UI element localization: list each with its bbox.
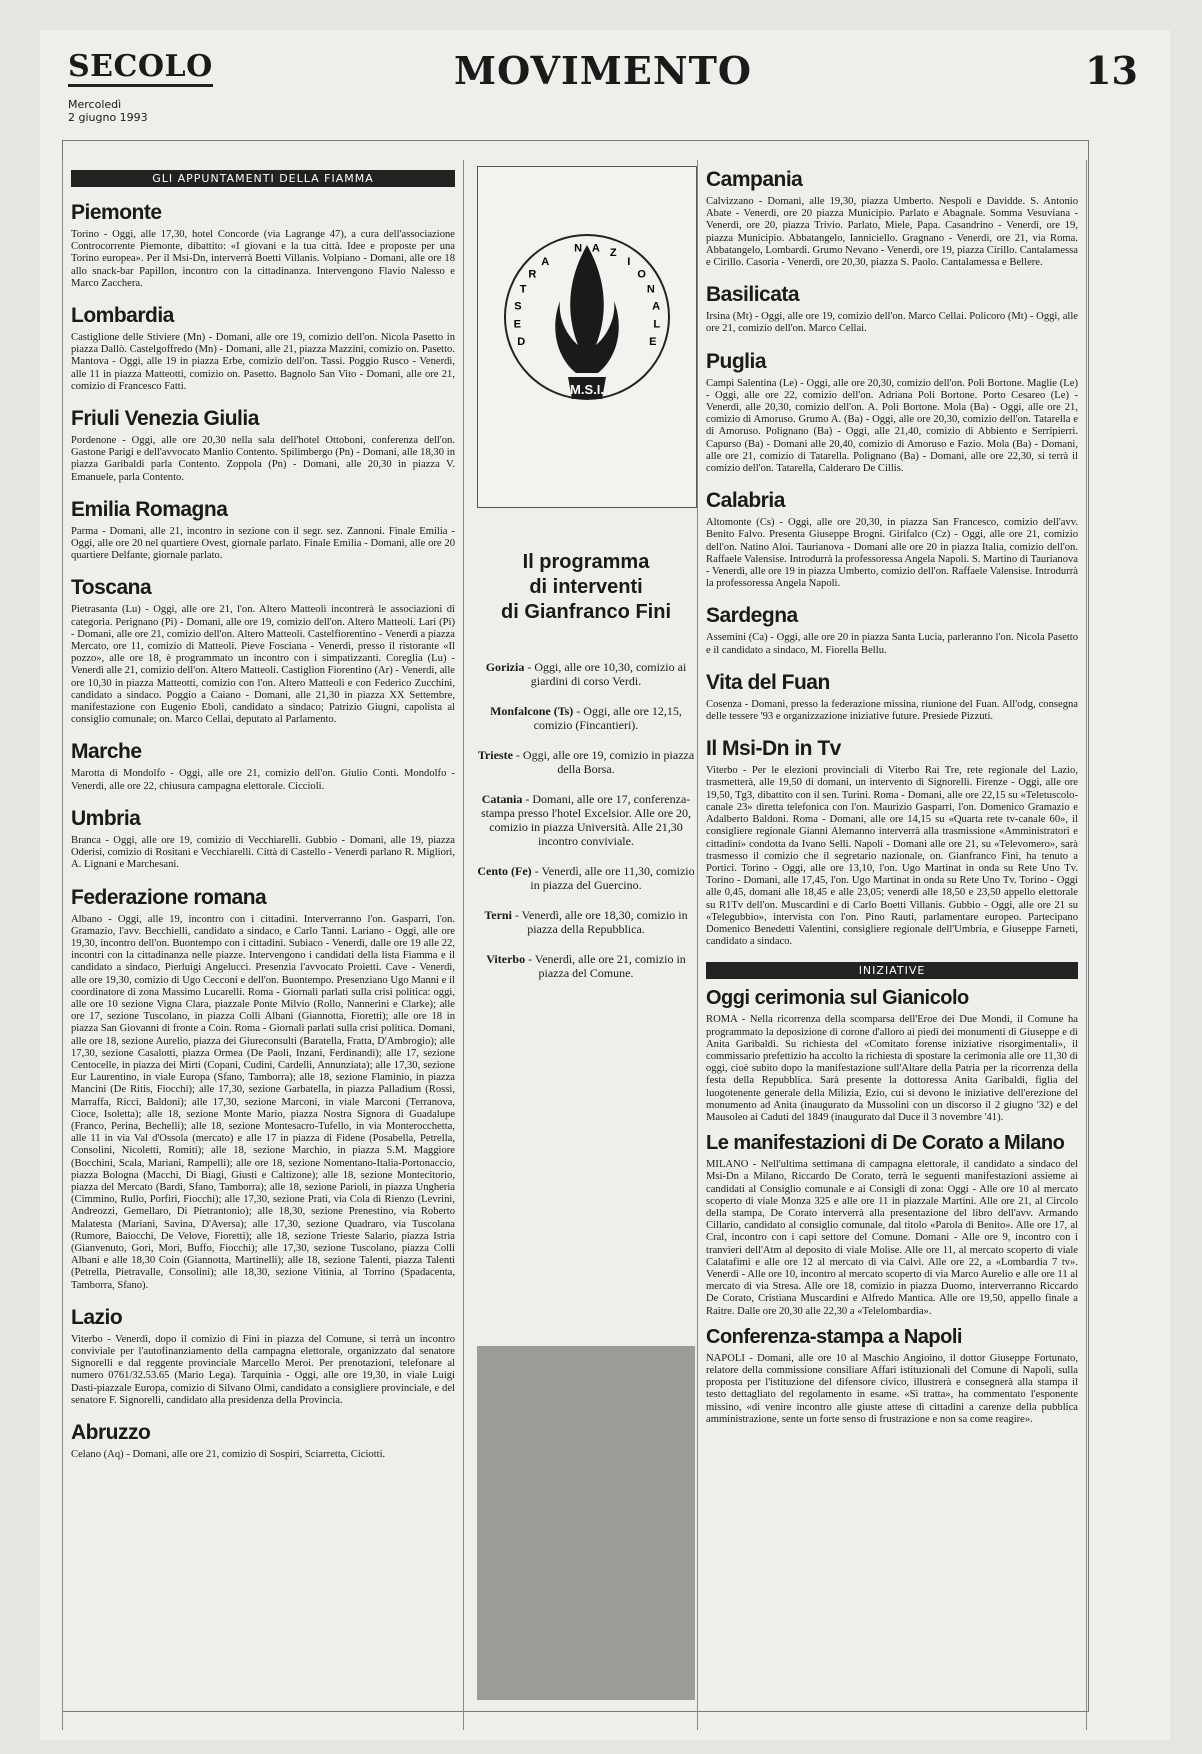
region-text: Pietrasanta (Lu) - Oggi, alle ore 21, l'on. Altero Matteoli incontrerà le associazioni di categoria. Perignano (Pi) - Domani, alle ore 19, comizio dell'on. Altero Matteoli. Lari (Pi) - Domani, alle ore 21, comizio dell'on. Altero Matteoli. Castelfiorentino - Venerdì a piazza Mercato, ore 11, comizio di Matteoli. Pieve Fosciana - Venerdì, presso il ristorante «Il pozzo», alle ore 18, è programmato un incontro con i simpatizzanti. Coreglia (Lu) - Venerdì alle 21, comizio dell'on. Altero Matteoli. Castiglion Fiorentino (Ar) - Venerdì, alle ore 10,30 in piazza Matteotti, comizio con l'on. Altero Matteoli e con Federico Zucchini, candidato a sindaco. Poggio a Caiano - Domani, alle 21,30 in piazza XX Settembre, manifestazione con Eugenio Eboli, candidato a sindaco; Patrizio Giugni, capolista al consiglio comunale; on. Marco Cellai, deputato al Parlamento. <box>71 604 455 726</box>
dateline <box>68 98 148 124</box>
logo-letter: N <box>574 242 583 255</box>
region-text: Branca - Oggi, alle ore 19, comizio di Vecchiarelli. Gubbio - Domani, alle 19, piazza Oderisi, comizio di Rositani e Vecchiarelli. Città di Castello - Venerdì parlano R. Migliori, A. Lignani e Marchesani. <box>71 834 455 871</box>
region-title: Toscana <box>71 576 152 600</box>
region-block <box>71 740 455 792</box>
region-list <box>71 201 455 1461</box>
region-block <box>706 737 1078 948</box>
region-text: Viterbo - Venerdì, dopo il comizio di Fini in piazza del Comune, si terrà un incontro conviviale per l'autofinanziamento della campagna elettorale, organizzato dal senatore Signorelli e dal reggente provinciale Marcello Meroi. Per prenotazioni, telefonare al numero 0761/32.53.65 (Mario Lega). Tarquinia - Oggi, alle ore 19,30, in viale Luigi Dasti-piazzale Europa, comizio di Silvano Olmi, candidato a consigliere provinciale, e del senatore F. Signorelli, candidato alla presidenza della Provincia. <box>71 1333 455 1406</box>
event-text: - Venerdì, alle ore 11,30, comizio in piazza del Guercino. <box>530 864 695 892</box>
event-city: Gorizia <box>485 660 525 674</box>
article-title: Conferenza-stampa a Napoli <box>706 1325 962 1348</box>
logo-letter: A <box>591 242 600 255</box>
article-text: ROMA - Nella ricorrenza della scomparsa dell'Eroe dei Due Mondi, il Comune ha programmato la deposizione di corone d'alloro ai piedi dei monumenti di Giuseppe e di Anita Garibaldi. Su richiesta del «Comitato forense iniziative risorgimentali», il commissario prefettizio ha accolto la richiesta di spostare la cerimonia alle ore 11,30 di oggi, cioè subito dopo la manifestazione sull'Altare della Patria per la ricorrenza della festa della Repubblica. Sarà presente la dottoressa Anita Garibaldi, figlia del luogotenente generale della Milizia, Ezio, cui si devono le iniziative dell'erezione del monumento ad Anita (inaugurato da Mussolini con un discorso il 2 giugno '32) e del Mausoleo ai Caduti del 1849 (inaugurato dal Duce il 3 novembre '41). <box>706 1014 1078 1123</box>
region-block <box>71 201 455 290</box>
event-text: - Domani, alle ore 17, conferenza-stampa presso l'hotel Excelsior. Alle ore 20, comizio in piazza Università. Alle 21,30 incontro conviviale. <box>480 792 692 848</box>
section-title: MOVIMENTO <box>454 48 752 93</box>
paper-name: SECOLO <box>68 50 213 87</box>
program-title <box>477 550 695 625</box>
iniziative-banner: INIZIATIVE <box>706 962 1078 979</box>
region-text: Campi Salentina (Le) - Oggi, alle ore 20,30, comizio dell'on. Poli Bortone. Maglie (Le) - Oggi, alle ore 22, comizio dell'on. Adriana Poli Bortone. Porto Cesareo (Le) - Venerdì, alle 20,30, comizio dell'on. A. Poli Bortone. Mola (Ba) - Oggi, alle ore 21, comizio di Amoruso. Grumo A. (Ba) - Oggi, alle ore 20,30, comizio dell'on. Tatarella e di Amoruso. Polignano (Ba) - Oggi, alle 21,40, comizio di Abbiento e Serripierri. Capurso (Ba) - Domani alle 20,40, comizio di Amoruso e Fazio. Mola (Ba) - Domani, alle ore 21, comizio di Tatarella. Polignano (Ba) - Domani, alle ore 22,30, si terrà il comizio dell'on. Tatarella, Calderaro De Cillis. <box>706 377 1078 475</box>
article <box>706 987 1078 1124</box>
region-block <box>706 671 1078 723</box>
event-city: Monfalcone (Ts) <box>490 704 574 718</box>
region-block <box>71 1306 455 1407</box>
region-block <box>71 576 455 726</box>
region-title: Calabria <box>706 489 785 513</box>
logo-letter: A <box>541 255 550 268</box>
article-text: MILANO - Nell'ultima settimana di campagna elettorale, il candidato a sindaco del Msi-Dn a Milano, Riccardo De Corato, terrà le seguenti manifestazioni assieme ai candidati al Consiglio comunale e ai Consigli di zona: Oggi - Alle ore 10 al mercato scoperto di viale Monza 325 e alle ore 11 in piazzale Martini. Alle ore 21, al Circolo della stampa, De Corato interverrà alla presentazione del libro dell'avv. Armando Cillario, candidato al consiglio comunale, dal titolo «Parola di Benito». Alle ore 17, al Cral, incontro con i capi settore del Comune. Domani - Alle ore 9, incontro con i tranvieri dell'Atm al deposito di viale Molise. Alle ore 11, al mercato scoperto di viale Calatafimi e alle ore 12 al mercato di via Calvi. Alle ore 22, a «Lombardia 7 tv». Venerdì - Alle ore 10, incontro al mercato scoperto di via Marco Aurelio e alle ore 11 al mercato di via Stresa. Alle ore 18, comizio in piazza Duomo, interverranno Riccardo De Corato, Cristiana Muscardini e Alfredo Mantica. Alle ore 19,50, appello finale a Raitre. Dalle ore 20,30 alle 22,30 a «Telelombardia». <box>706 1159 1078 1317</box>
article-title: Oggi cerimonia sul Gianicolo <box>706 987 969 1010</box>
program-title-line-2: di interventi <box>529 576 643 598</box>
region-block <box>71 1421 455 1461</box>
logo-letter: O <box>637 268 646 281</box>
article-list <box>706 987 1078 1426</box>
logo-letter: A <box>652 300 661 313</box>
region-title: Marche <box>71 740 142 764</box>
gray-photo-area <box>477 1346 695 1700</box>
region-title: Emilia Romagna <box>71 497 228 521</box>
region-text: Marotta di Mondolfo - Oggi, alle ore 21, comizio dell'on. Giulio Conti. Mondolfo - Venerdì, alle ore 22, chiusura campagna elettorale. Ciccioli. <box>71 768 455 792</box>
program-title-line-1: Il programma <box>522 551 650 573</box>
region-text: Torino - Oggi, alle 17,30, hotel Concorde (via Lagrange 47), a cura dell'associazione Controcorrente Piemonte, dibattito: «I giovani e la tua città. Idee e proposte per una Torino europea». Per il Msi-Dn, interverrà Boetti Villanis. Volpiano - Domani, alle ore 18 allo snack-bar Papillon, incontro con la cittadinanza. Intervengono Flavio Nalesso e Marco Zacchera. <box>71 229 455 289</box>
appointments-banner: GLI APPUNTAMENTI DELLA FIAMMA <box>71 170 455 187</box>
article-title: Le manifestazioni di De Corato a Milano <box>706 1132 1065 1155</box>
region-block <box>71 304 455 393</box>
appointments-column <box>62 160 464 1730</box>
region-title: Lombardia <box>71 304 174 328</box>
program-event-list <box>477 660 695 996</box>
region-block <box>706 283 1078 335</box>
region-block <box>706 350 1078 476</box>
region-block <box>71 498 455 563</box>
region-text: Irsina (Mt) - Oggi, alle ore 19, comizio dell'on. Marco Cellai. Policoro (Mt) - Oggi, alle ore 21, comizio dell'on. Marco Cellai. <box>706 311 1078 335</box>
page-number: 13 <box>1085 48 1138 93</box>
regions-right-column <box>697 160 1087 1730</box>
fini-program-column <box>477 138 697 1708</box>
logo-letter: Z <box>609 247 617 260</box>
day: Mercoledì <box>68 98 122 111</box>
logo-letter: T <box>519 283 527 296</box>
region-title: Campania <box>706 168 803 191</box>
date: 2 giugno 1993 <box>68 111 148 124</box>
event-text: - Oggi, alle ore 12,15, comizio (Fincantieri). <box>533 704 682 732</box>
region-title: Abruzzo <box>71 1421 151 1445</box>
program-title-line-3: di Gianfranco Fini <box>500 601 671 623</box>
right-region-list <box>706 168 1078 948</box>
msi-flame-logo <box>478 167 696 507</box>
event-city: Terni <box>484 908 512 922</box>
region-title: Federazione romana <box>71 885 267 909</box>
region-block <box>706 489 1078 590</box>
region-block <box>71 407 455 484</box>
masthead <box>68 40 1138 150</box>
region-block <box>706 168 1078 269</box>
program-event <box>477 748 695 776</box>
logo-letter: R <box>528 268 537 281</box>
region-title: Il Msi-Dn in Tv <box>706 737 841 761</box>
region-title: Puglia <box>706 349 767 373</box>
region-text: Pordenone - Oggi, alle ore 20,30 nella sala dell'hotel Ottoboni, conferenza dell'on. Gastone Parigi e dell'avvocato Manlio Contento. Spilimbergo (Pn) - Domani, alle 18,30 in piazza Garibaldi parla Contento. Zoppola (Pn) - Domani, alle 20,30 in piazza V. Emanuele, parla Contento. <box>71 435 455 483</box>
region-title: Lazio <box>71 1305 123 1329</box>
region-title: Friuli Venezia Giulia <box>71 407 259 431</box>
region-text: Castiglione delle Stiviere (Mn) - Domani, alle ore 19, comizio dell'on. Nicola Pasetto in piazza Dallò. Castelgoffredo (Mn) - Domani, alle 21, piazza Mazzini, comizio on. Pasetto. Mantova - Oggi, alle 19 in piazza Erbe, comizio dell'on. Tassi. Poggio Rusco - Venerdì, alle 11 in piazza Matteotti, comizio on. Pasetto. Bagnolo San Vito - Domani, alle ore 21, comizio di Francesco Fatti. <box>71 332 455 392</box>
article-text: NAPOLI - Domani, alle ore 10 al Maschio Angioino, il dottor Giuseppe Fortunato, relatore della commissione consiliare Affari istituzionali del Comune di Napoli, sulla proposta per l'istituzione del difensore civico, illustrerà e consegnerà alla stampa il testo dettagliato del regolamento in esame. «Si tratta», ha commentato l'esponente missino, «di venire incontro alle giuste attese di cittadini a carenze della pubblica amministrazione, sente un forte senso di frustrazione e non sa come reagire». <box>706 1352 1078 1425</box>
region-block <box>71 886 455 1292</box>
article <box>706 1326 1078 1426</box>
program-event <box>477 908 695 936</box>
region-block <box>706 604 1078 656</box>
logo-msi-text: M.S.I. <box>570 382 604 397</box>
event-text: - Oggi, alle ore 19, comizio in piazza della Borsa. <box>515 748 695 776</box>
region-text: Altomonte (Cs) - Oggi, alle ore 20,30, in piazza San Francesco, comizio dell'avv. Benito Falvo. Presenta Giuseppe Brogni. Girifalco (Cz) - Oggi, alle ore 21, comizio dell'on. Natino Aloi. Taurianova - Domani alle ore 20 in piazza Italia, comizio dell'on. Raffaele Valensise. Introdurrà la professoressa Angela Napoli. S. Martino di Taurianova - Venerdì, alle ore 19 in piazza Umberto, comizio dell'on. Raffaele Valensise. Introdurrà la professoressa Angela Napoli. <box>706 517 1078 590</box>
region-text: Parma - Domani, alle 21, incontro in sezione con il segr. sez. Zannoni. Finale Emilia - Oggi, alle ore 20 nel quartiere Ovest, giornale parlato. Finale Emilia - Domani, alle ore 20 quartiere Delfante, giornale parlato. <box>71 525 455 562</box>
event-city: Trieste <box>477 748 513 762</box>
region-text: Celano (Aq) - Domani, alle ore 21, comizio di Sospiri, Sciarretta, Ciciotti. <box>71 1449 386 1461</box>
region-title: Umbria <box>71 806 141 830</box>
region-block <box>71 807 455 872</box>
logo-letter: D <box>517 335 526 348</box>
region-text: Calvizzano - Domani, alle 19,30, piazza Umberto. Nespoli e Davidde. S. Antonio Abate - Venerdì, ore 20 piazza Municipio. Parlato e Abagnale. Somma Vesuviana - Venerdì, ore 20, piazza Trivio. Parlato, Miele, Papa. Casandrino - Venerdì, ore 19, piazza Municipio. Abbatangelo, Ianniciello. Gragnano - Venerdì, ore 21, via Roma. Abbatangelo, Lombardi. Grumo Nevano - Venerdì, ore 19, piazza Cirillo. Cantalamessa e Cirillo. Casoria - Venerdì, ore 20,30, piazza S. Paolo. Cantalamessa e Bellere. <box>706 196 1078 269</box>
article <box>706 1132 1078 1318</box>
event-city: Viterbo <box>486 952 526 966</box>
region-title: Vita del Fuan <box>706 670 830 694</box>
program-event <box>477 792 695 848</box>
region-text: Albano - Oggi, alle 19, incontro con i cittadini. Interverranno l'on. Gasparri, l'on. Gramazio, l'avv. Becchielli, candidato a sindaco, e Carlo Tanni. Lariano - Oggi, alle ore 19,30, incontro dell'on. Buontempo con i cittadini. Subiaco - Venerdì, dalle ore 19 alle 22, incontri con la cittadinanza nelle piazze. Intervengono i candidati della lista Fiamma e il candidato a sindaco, Pierluigi Angelucci. Presenzia l'avvocato Proietti. Cave - Venerdì, alle ore 19,30, comizio di Ugo Cecconi e dell'on. Buontempo. Presenziano Ugo Manni e il coordinatore di zona Massimo Lucarelli. Roma - Giornali parlati sulla crisi politica: oggi, alle ore 10 sezione Vigna Clara, piazzale Ponte Milvio (Rollo, Nannerini e Clarke); alle ore 17, sezione Tuscolano, in piazza Colli Albani (Giannotta, Fioretti); alle ore 18 in piazza San Giovanni di fronte a Coin. Roma - Giornali parlati sulla crisi politica. Domani, alle ore 18, sezione Aurelio, piazza dei Giureconsulti (Baratella, Fratta, D'Ambrogio); alle 17,30, sezione Casalotti, piazza Ormea (De Paoli, Inzani, Ferdinandi); alle 17, sezione Centocelle, in piazza dei Mirti (Copani, Cudini, Cardelli, Annunziata); alle 17,30, sezione Eur Laurentino, in viale Europa (Sfano, Tamborra); alle 18, sezione Flaminio, in piazza Mancini (De Ritis, Fiocchi); alle 17,30, sezione Garbatella, in piazza Palladium (Rossi, Marraffa, Ricci, Baldoni); alle 17,30, sezione Marconi, in viale Marconi (Terranova, Cioce, Isoletta); alle 18, sezione Monte Mario, piazza Nostra Signora di Guadalupe (Franco, Perina, Bechelli); alle 18, sezione Montesacro-Tufello, in via Monterocchetta, alle 11 in via Val d'Ossola (mercato) e alle 17 in piazza di Fidene (Posabella, Petrella, Consolini, Nicoletti, Romiti); alle 18, sezione Marchio, in piazza S.M. Maggiore (Bocchini, Scala, Mariani, Rampelli); alle ore 18, sezione Nomentano-Italia-Portonaccio, piazza Bologna (Macchi, Di Biagi, Giusti e Caltizone); alle 18, sezione Montecitorio, piazza del Mercato (Bardi, Sfano, Tamborra); alle 18, sezione Parioli, in piazza Ungheria (Cimmino, Rullo, Porfiri, Fiocchi); alle 17,30, sezione Prati, via Cola di Rienzo (Levrini, Andreozzi, Gemellaro, Di Pietrantonio); alle 18,30, sezione Prenestino, via Roberto Malatesta (Mariani, Savina, D'Aversa); alle 17,30, sezione Quadraro, via Tuscolana (Rumore, Baiocchi, De Velove, Fioretti); alle 18, sezione Trieste Salario, piazza Istria (Gianvenuto, Gori, Mori, Buffo, Fiocchi); alle 17,30, sezione Tuscolano, piazza Colli Albani e alle 18,30 Coin (Giannotta, Martinelli); alle 18, sezione Talenti, piazza Talenti (Petrella, Pietravalle, Consolini); alle 18,30, sezione Vitinia, al Torrino (Spadacenta, Tamborra, Sfano). <box>71 913 455 1291</box>
logo-letter: E <box>649 335 657 348</box>
region-title: Basilicata <box>706 283 800 307</box>
msi-logo-box <box>477 166 697 508</box>
region-text: Assemini (Ca) - Oggi, alle ore 20 in piazza Santa Lucia, parleranno l'on. Nicola Pasetto e il candidato a sindaco, M. Fiorella Bellu. <box>706 632 1078 656</box>
program-event <box>477 864 695 892</box>
event-text: - Venerdì, alle ore 18,30, comizio in piazza della Repubblica. <box>514 908 688 936</box>
logo-letter: L <box>653 318 661 331</box>
logo-letter: N <box>646 283 655 296</box>
region-text: Cosenza - Domani, presso la federazione missina, riunione del Fuan. All'odg, consegna delle tessere '93 e organizzazione iniziative future. Presiede Pizzuti. <box>706 698 1078 723</box>
program-event <box>477 952 695 980</box>
region-text: Viterbo - Per le elezioni provinciali di Viterbo Rai Tre, rete regionale del Lazio, trasmetterà, alle 19,50 di domani, un intervento di Signorelli. Firenze - Oggi, alle ore 19,50, Tg3, dibattito con il sen. Turini. Roma - Domani, alle ore 22,15 su «Teletuscolo-canale 23» diretta telefonica con l'on. Maurizio Gasparri, l'on. Domenico Gramazio e Adalberto Baldoni. Roma - Domani, alle ore 14,15 su «Quarta rete tv-canale 60», il consigliere regionale Gianni Alemanno interverrà alla trasmissione «Amministratori e cittadini» condotta da Ivano Selli. Napoli - Domani alle ore 21, su «Televomero», sarà trasmesso il comizio che il segretario nazionale, on. Gianfranco Fini, ha tenuto a Portici. Torino - Oggi, alle ore 13,10, l'on. Ugo Martinat in onda su Rete Uno Tv. Torino - Domani, alle 17,45, l'on. Ugo Martinat in onda su Rete Uno Tv. Torino - Oggi alle 0,45, domani alle 18,45 e alle 23,05; venerdì alle 18,50 e 23,50 appello elettorale su R1Tv dell'on. Muscardini e di Carlo Boetti Villanis. Gubbio - Oggi, alle ore 21 su «Telegubbio», intervista con l'on. Pino Rauti, parlamentare europeo. Partecipano Domenico Benedetti Valentini, consigliere regionale dell'Umbria, e Giuseppe Farneti, candidato a sindaco. <box>706 765 1078 948</box>
region-title: Piemonte <box>71 201 162 224</box>
event-text: - Venerdì, alle ore 21, comizio in piazza del Comune. <box>528 952 686 980</box>
event-city: Catania <box>481 792 523 806</box>
program-event <box>477 660 695 688</box>
event-city: Cento (Fe) <box>477 864 532 878</box>
program-event <box>477 704 695 732</box>
event-text: - Oggi, alle ore 10,30, comizio ai giardini di corso Verdi. <box>527 660 687 688</box>
logo-letter: I <box>627 255 631 268</box>
region-title: Sardegna <box>706 604 798 628</box>
logo-letter: S <box>514 300 522 313</box>
logo-letter: E <box>513 318 521 331</box>
